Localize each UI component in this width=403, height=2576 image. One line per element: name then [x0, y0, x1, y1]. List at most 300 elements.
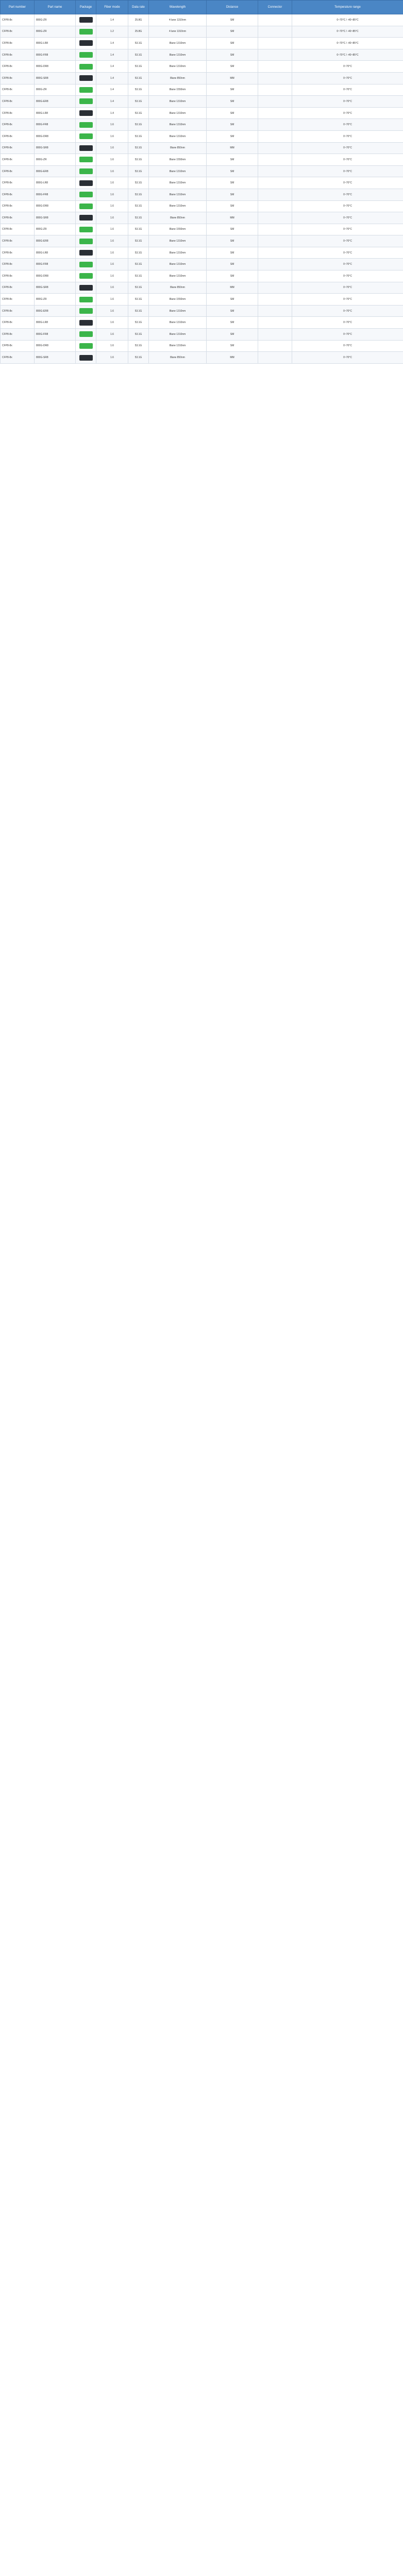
table-cell: SM: [207, 14, 258, 26]
package-badge: [79, 122, 93, 128]
column-header: Fiber mode: [96, 1, 128, 14]
package-cell: [76, 26, 96, 38]
table-cell: 8lane 1550nm: [149, 294, 207, 306]
table-cell: [258, 340, 292, 352]
package-badge: [79, 180, 93, 186]
table-cell: CFP8-8x: [1, 72, 35, 84]
table-cell: 800G-ZR: [35, 14, 76, 26]
table-cell: 800G-ZR: [35, 294, 76, 306]
table-cell: SM: [207, 224, 258, 235]
table-cell: CFP8-8x: [1, 61, 35, 73]
table-cell: 8lane 1310nm: [149, 270, 207, 282]
table-cell: 1.6: [96, 165, 128, 177]
table-row: [1, 177, 403, 189]
table-cell: 8lane 850nm: [149, 282, 207, 294]
table-cell: CFP8-8x: [1, 340, 35, 352]
table-cell: 800G-SR8: [35, 282, 76, 294]
table-cell: 53.1G: [128, 212, 149, 224]
table-cell: 0~70°C / -40~85°C: [292, 26, 403, 38]
package-cell: [76, 247, 96, 259]
table-cell: 53.1G: [128, 96, 149, 108]
package-cell: [76, 130, 96, 142]
table-cell: CFP8-8x: [1, 165, 35, 177]
table-cell: 800G-SR8: [35, 72, 76, 84]
table-cell: SM: [207, 247, 258, 259]
package-cell: [76, 317, 96, 329]
package-cell: [76, 177, 96, 189]
table-cell: [258, 259, 292, 270]
table-cell: 53.1G: [128, 270, 149, 282]
package-cell: [76, 200, 96, 212]
table-cell: 0~70°C: [292, 247, 403, 259]
table-cell: 53.1G: [128, 259, 149, 270]
column-header: Connector: [258, 1, 292, 14]
table-cell: 53.1G: [128, 317, 149, 329]
table-cell: 8lane 850nm: [149, 72, 207, 84]
table-cell: 8lane 850nm: [149, 212, 207, 224]
table-cell: 1.6: [96, 270, 128, 282]
table-cell: 1.4: [96, 61, 128, 73]
table-cell: 1.6: [96, 212, 128, 224]
table-cell: CFP8-8x: [1, 84, 35, 96]
package-badge: [79, 133, 93, 139]
package-badge: [79, 262, 93, 267]
table-cell: SM: [207, 294, 258, 306]
table-cell: CFP8-8x: [1, 142, 35, 154]
table-cell: 0~70°C: [292, 259, 403, 270]
table-cell: 1.6: [96, 177, 128, 189]
table-cell: 0~70°C: [292, 107, 403, 119]
package-cell: [76, 282, 96, 294]
table-cell: [258, 154, 292, 166]
table-cell: 53.1G: [128, 282, 149, 294]
table-cell: 8lane 1310nm: [149, 305, 207, 317]
table-cell: [258, 294, 292, 306]
table-cell: 53.1G: [128, 224, 149, 235]
table-cell: 1.6: [96, 235, 128, 247]
package-cell: [76, 270, 96, 282]
table-cell: 4 lane 1310nm: [149, 14, 207, 26]
table-cell: 1.4: [96, 38, 128, 49]
table-cell: MM: [207, 352, 258, 364]
table-row: [1, 247, 403, 259]
table-cell: CFP8-8x: [1, 305, 35, 317]
table-cell: 0~70°C: [292, 165, 403, 177]
table-row: [1, 189, 403, 200]
table-cell: 800G-ER8: [35, 235, 76, 247]
table-row: [1, 305, 403, 317]
table-cell: 53.1G: [128, 38, 149, 49]
table-cell: [258, 107, 292, 119]
table-cell: 1.6: [96, 200, 128, 212]
table-cell: SM: [207, 177, 258, 189]
package-cell: [76, 235, 96, 247]
table-cell: SM: [207, 200, 258, 212]
table-cell: 53.1G: [128, 189, 149, 200]
table-cell: CFP8-8x: [1, 38, 35, 49]
table-cell: 0~70°C: [292, 340, 403, 352]
table-cell: 25.8G: [128, 14, 149, 26]
table-cell: 0~70°C: [292, 305, 403, 317]
table-cell: 8lane 1550nm: [149, 84, 207, 96]
table-cell: 53.1G: [128, 247, 149, 259]
table-cell: 1.6: [96, 317, 128, 329]
table-cell: CFP8-8x: [1, 49, 35, 61]
table-cell: SM: [207, 305, 258, 317]
table-cell: 8lane 1310nm: [149, 177, 207, 189]
table-cell: 0~70°C: [292, 282, 403, 294]
table-cell: 0~70°C: [292, 72, 403, 84]
package-badge: [79, 145, 93, 151]
table-cell: [258, 329, 292, 341]
package-badge: [79, 355, 93, 361]
package-cell: [76, 38, 96, 49]
table-cell: CFP8-8x: [1, 212, 35, 224]
package-cell: [76, 119, 96, 131]
table-cell: MM: [207, 72, 258, 84]
table-cell: 8lane 1310nm: [149, 107, 207, 119]
table-cell: CFP8-8x: [1, 224, 35, 235]
package-cell: [76, 107, 96, 119]
table-cell: 1.6: [96, 142, 128, 154]
table-cell: 1.6: [96, 247, 128, 259]
table-cell: 1.6: [96, 259, 128, 270]
column-header: Distance: [207, 1, 258, 14]
table-cell: 0~70°C / -40~85°C: [292, 14, 403, 26]
package-badge: [79, 297, 93, 302]
package-badge: [79, 157, 93, 162]
table-cell: 0~70°C: [292, 177, 403, 189]
package-badge: [79, 29, 93, 35]
table-cell: 1.6: [96, 352, 128, 364]
table-cell: CFP8-8x: [1, 259, 35, 270]
package-badge: [79, 192, 93, 197]
table-cell: 0~70°C: [292, 154, 403, 166]
table-cell: 800G-DR8: [35, 200, 76, 212]
table-row: [1, 212, 403, 224]
package-badge: [79, 285, 93, 291]
table-cell: 800G-ZR: [35, 224, 76, 235]
table-cell: 53.1G: [128, 84, 149, 96]
table-cell: 800G-LR8: [35, 247, 76, 259]
table-cell: 53.1G: [128, 177, 149, 189]
table-cell: 800G-DR8: [35, 130, 76, 142]
table-cell: CFP8-8x: [1, 14, 35, 26]
table-cell: 1.6: [96, 340, 128, 352]
table-cell: 0~70°C: [292, 329, 403, 341]
table-cell: 53.1G: [128, 107, 149, 119]
table-cell: [258, 165, 292, 177]
table-cell: [258, 72, 292, 84]
table-cell: [258, 177, 292, 189]
table-row: [1, 282, 403, 294]
table-row: [1, 107, 403, 119]
table-cell: 8lane 1310nm: [149, 317, 207, 329]
table-cell: 53.1G: [128, 340, 149, 352]
table-cell: 0~70°C: [292, 61, 403, 73]
table-cell: 53.1G: [128, 329, 149, 341]
table-cell: 8lane 1310nm: [149, 130, 207, 142]
table-cell: 8lane 1550nm: [149, 154, 207, 166]
table-cell: 1.6: [96, 130, 128, 142]
table-cell: 8lane 1550nm: [149, 224, 207, 235]
table-cell: CFP8-8x: [1, 177, 35, 189]
table-cell: SM: [207, 329, 258, 341]
table-row: [1, 329, 403, 341]
table-cell: 1.4: [96, 49, 128, 61]
table-cell: [258, 14, 292, 26]
table-cell: 53.1G: [128, 130, 149, 142]
table-cell: [258, 317, 292, 329]
table-cell: CFP8-8x: [1, 352, 35, 364]
table-cell: 1.6: [96, 329, 128, 341]
table-cell: SM: [207, 38, 258, 49]
table-cell: 25.8G: [128, 26, 149, 38]
table-cell: 800G-FR8: [35, 329, 76, 341]
table-row: [1, 119, 403, 131]
table-cell: SM: [207, 189, 258, 200]
column-header: Wavelength: [149, 1, 207, 14]
table-cell: 800G-LR8: [35, 317, 76, 329]
column-header: Package: [76, 1, 96, 14]
table-cell: [258, 61, 292, 73]
package-badge: [79, 215, 93, 221]
table-cell: 0~70°C: [292, 294, 403, 306]
table-cell: SM: [207, 165, 258, 177]
package-cell: [76, 340, 96, 352]
table-cell: [258, 270, 292, 282]
table-cell: [258, 96, 292, 108]
table-cell: CFP8-8x: [1, 119, 35, 131]
package-cell: [76, 165, 96, 177]
package-cell: [76, 224, 96, 235]
table-cell: [258, 84, 292, 96]
table-cell: 800G-ZR: [35, 154, 76, 166]
product-spec-table: [0, 0, 403, 364]
table-cell: 4 lane 1310nm: [149, 26, 207, 38]
table-cell: SM: [207, 130, 258, 142]
table-row: [1, 61, 403, 73]
package-cell: [76, 352, 96, 364]
package-badge: [79, 273, 93, 279]
table-cell: 8lane 1310nm: [149, 259, 207, 270]
table-cell: 53.1G: [128, 352, 149, 364]
table-row: [1, 340, 403, 352]
table-cell: SM: [207, 84, 258, 96]
table-row: [1, 224, 403, 235]
table-cell: 0~70°C: [292, 142, 403, 154]
column-header: Part number: [1, 1, 35, 14]
table-cell: SM: [207, 259, 258, 270]
table-cell: 1.6: [96, 282, 128, 294]
table-cell: CFP8-8x: [1, 130, 35, 142]
table-row: [1, 200, 403, 212]
table-cell: 800G-DR8: [35, 270, 76, 282]
package-cell: [76, 329, 96, 341]
table-cell: [258, 142, 292, 154]
table-cell: 1.6: [96, 189, 128, 200]
table-cell: 0~70°C: [292, 84, 403, 96]
package-badge: [79, 17, 93, 23]
table-cell: CFP8-8x: [1, 235, 35, 247]
package-badge: [79, 204, 93, 209]
table-row: [1, 14, 403, 26]
table-header: [1, 1, 403, 14]
table-cell: 8lane 1310nm: [149, 340, 207, 352]
table-cell: [258, 247, 292, 259]
table-cell: MM: [207, 212, 258, 224]
package-cell: [76, 49, 96, 61]
table-cell: 0~70°C: [292, 96, 403, 108]
table-cell: 0~70°C: [292, 119, 403, 131]
table-cell: 800G-FR8: [35, 189, 76, 200]
package-cell: [76, 96, 96, 108]
package-cell: [76, 189, 96, 200]
package-cell: [76, 294, 96, 306]
table-cell: 1.4: [96, 84, 128, 96]
package-badge: [79, 343, 93, 349]
table-row: [1, 165, 403, 177]
table-cell: [258, 224, 292, 235]
table-cell: 1.4: [96, 14, 128, 26]
table-cell: CFP8-8x: [1, 282, 35, 294]
table-cell: 53.1G: [128, 235, 149, 247]
table-cell: CFP8-8x: [1, 270, 35, 282]
table-cell: 8lane 1310nm: [149, 119, 207, 131]
table-cell: 8lane 1310nm: [149, 189, 207, 200]
table-row: [1, 235, 403, 247]
table-cell: SM: [207, 340, 258, 352]
table-cell: 800G-LR8: [35, 177, 76, 189]
table-cell: 8lane 1310nm: [149, 235, 207, 247]
table-cell: CFP8-8x: [1, 154, 35, 166]
table-cell: SM: [207, 49, 258, 61]
table-row: [1, 294, 403, 306]
table-cell: 1.6: [96, 305, 128, 317]
table-cell: 0~70°C: [292, 235, 403, 247]
table-row: [1, 49, 403, 61]
table-cell: 0~70°C: [292, 317, 403, 329]
table-cell: 800G-ZR: [35, 84, 76, 96]
column-header: Data rate: [128, 1, 149, 14]
table-row: [1, 352, 403, 364]
table-cell: CFP8-8x: [1, 26, 35, 38]
table-cell: 0~70°C: [292, 352, 403, 364]
table-row: [1, 96, 403, 108]
table-cell: 800G-ER8: [35, 305, 76, 317]
table-cell: 1.4: [96, 96, 128, 108]
table-cell: 8lane 850nm: [149, 352, 207, 364]
package-badge: [79, 308, 93, 314]
table-cell: SM: [207, 26, 258, 38]
table-cell: [258, 282, 292, 294]
table-cell: 53.1G: [128, 294, 149, 306]
package-badge: [79, 227, 93, 232]
package-badge: [79, 40, 93, 46]
table-row: [1, 259, 403, 270]
table-row: [1, 270, 403, 282]
table-cell: 8lane 1310nm: [149, 49, 207, 61]
table-cell: 0~70°C: [292, 130, 403, 142]
table-cell: 800G-ER8: [35, 165, 76, 177]
table-cell: 800G-FR8: [35, 259, 76, 270]
table-cell: [258, 26, 292, 38]
package-cell: [76, 61, 96, 73]
table-cell: [258, 119, 292, 131]
table-cell: SM: [207, 235, 258, 247]
table-row: [1, 142, 403, 154]
table-cell: [258, 189, 292, 200]
table-cell: 0~70°C / -40~85°C: [292, 49, 403, 61]
table-cell: 8lane 1310nm: [149, 329, 207, 341]
table-cell: [258, 130, 292, 142]
table-cell: SM: [207, 119, 258, 131]
table-cell: CFP8-8x: [1, 107, 35, 119]
package-cell: [76, 142, 96, 154]
table-cell: 800G-LR8: [35, 38, 76, 49]
table-cell: 1.2: [96, 26, 128, 38]
table-cell: MM: [207, 142, 258, 154]
table-cell: 1.4: [96, 72, 128, 84]
table-cell: 800G-DR8: [35, 340, 76, 352]
table-row: [1, 317, 403, 329]
table-cell: SM: [207, 96, 258, 108]
package-badge: [79, 64, 93, 70]
package-cell: [76, 154, 96, 166]
table-cell: [258, 212, 292, 224]
package-cell: [76, 212, 96, 224]
table-cell: 53.1G: [128, 154, 149, 166]
table-cell: 53.1G: [128, 200, 149, 212]
table-cell: 8lane 1310nm: [149, 96, 207, 108]
table-cell: 53.1G: [128, 49, 149, 61]
package-cell: [76, 305, 96, 317]
table-cell: 0~70°C: [292, 189, 403, 200]
table-cell: 8lane 1310nm: [149, 38, 207, 49]
table-row: [1, 26, 403, 38]
package-cell: [76, 259, 96, 270]
table-cell: 800G-LR8: [35, 107, 76, 119]
package-badge: [79, 320, 93, 326]
table-cell: SM: [207, 154, 258, 166]
table-cell: 53.1G: [128, 119, 149, 131]
table-cell: [258, 235, 292, 247]
table-cell: CFP8-8x: [1, 294, 35, 306]
table-cell: 53.1G: [128, 61, 149, 73]
table-cell: 0~70°C: [292, 212, 403, 224]
table-cell: SM: [207, 107, 258, 119]
package-cell: [76, 72, 96, 84]
package-badge: [79, 75, 93, 81]
package-badge: [79, 52, 93, 58]
table-cell: 800G-FR8: [35, 49, 76, 61]
table-cell: 1.6: [96, 224, 128, 235]
table-cell: CFP8-8x: [1, 200, 35, 212]
table-cell: 800G-ER8: [35, 96, 76, 108]
table-cell: SM: [207, 270, 258, 282]
table-cell: [258, 200, 292, 212]
table-cell: 53.1G: [128, 72, 149, 84]
table-cell: 800G-SR8: [35, 142, 76, 154]
table-cell: 8lane 1310nm: [149, 61, 207, 73]
table-cell: [258, 305, 292, 317]
table-cell: CFP8-8x: [1, 247, 35, 259]
table-cell: [258, 49, 292, 61]
column-header: Temperature range: [292, 1, 403, 14]
package-badge: [79, 239, 93, 244]
table-cell: 800G-SR8: [35, 352, 76, 364]
table-cell: CFP8-8x: [1, 96, 35, 108]
